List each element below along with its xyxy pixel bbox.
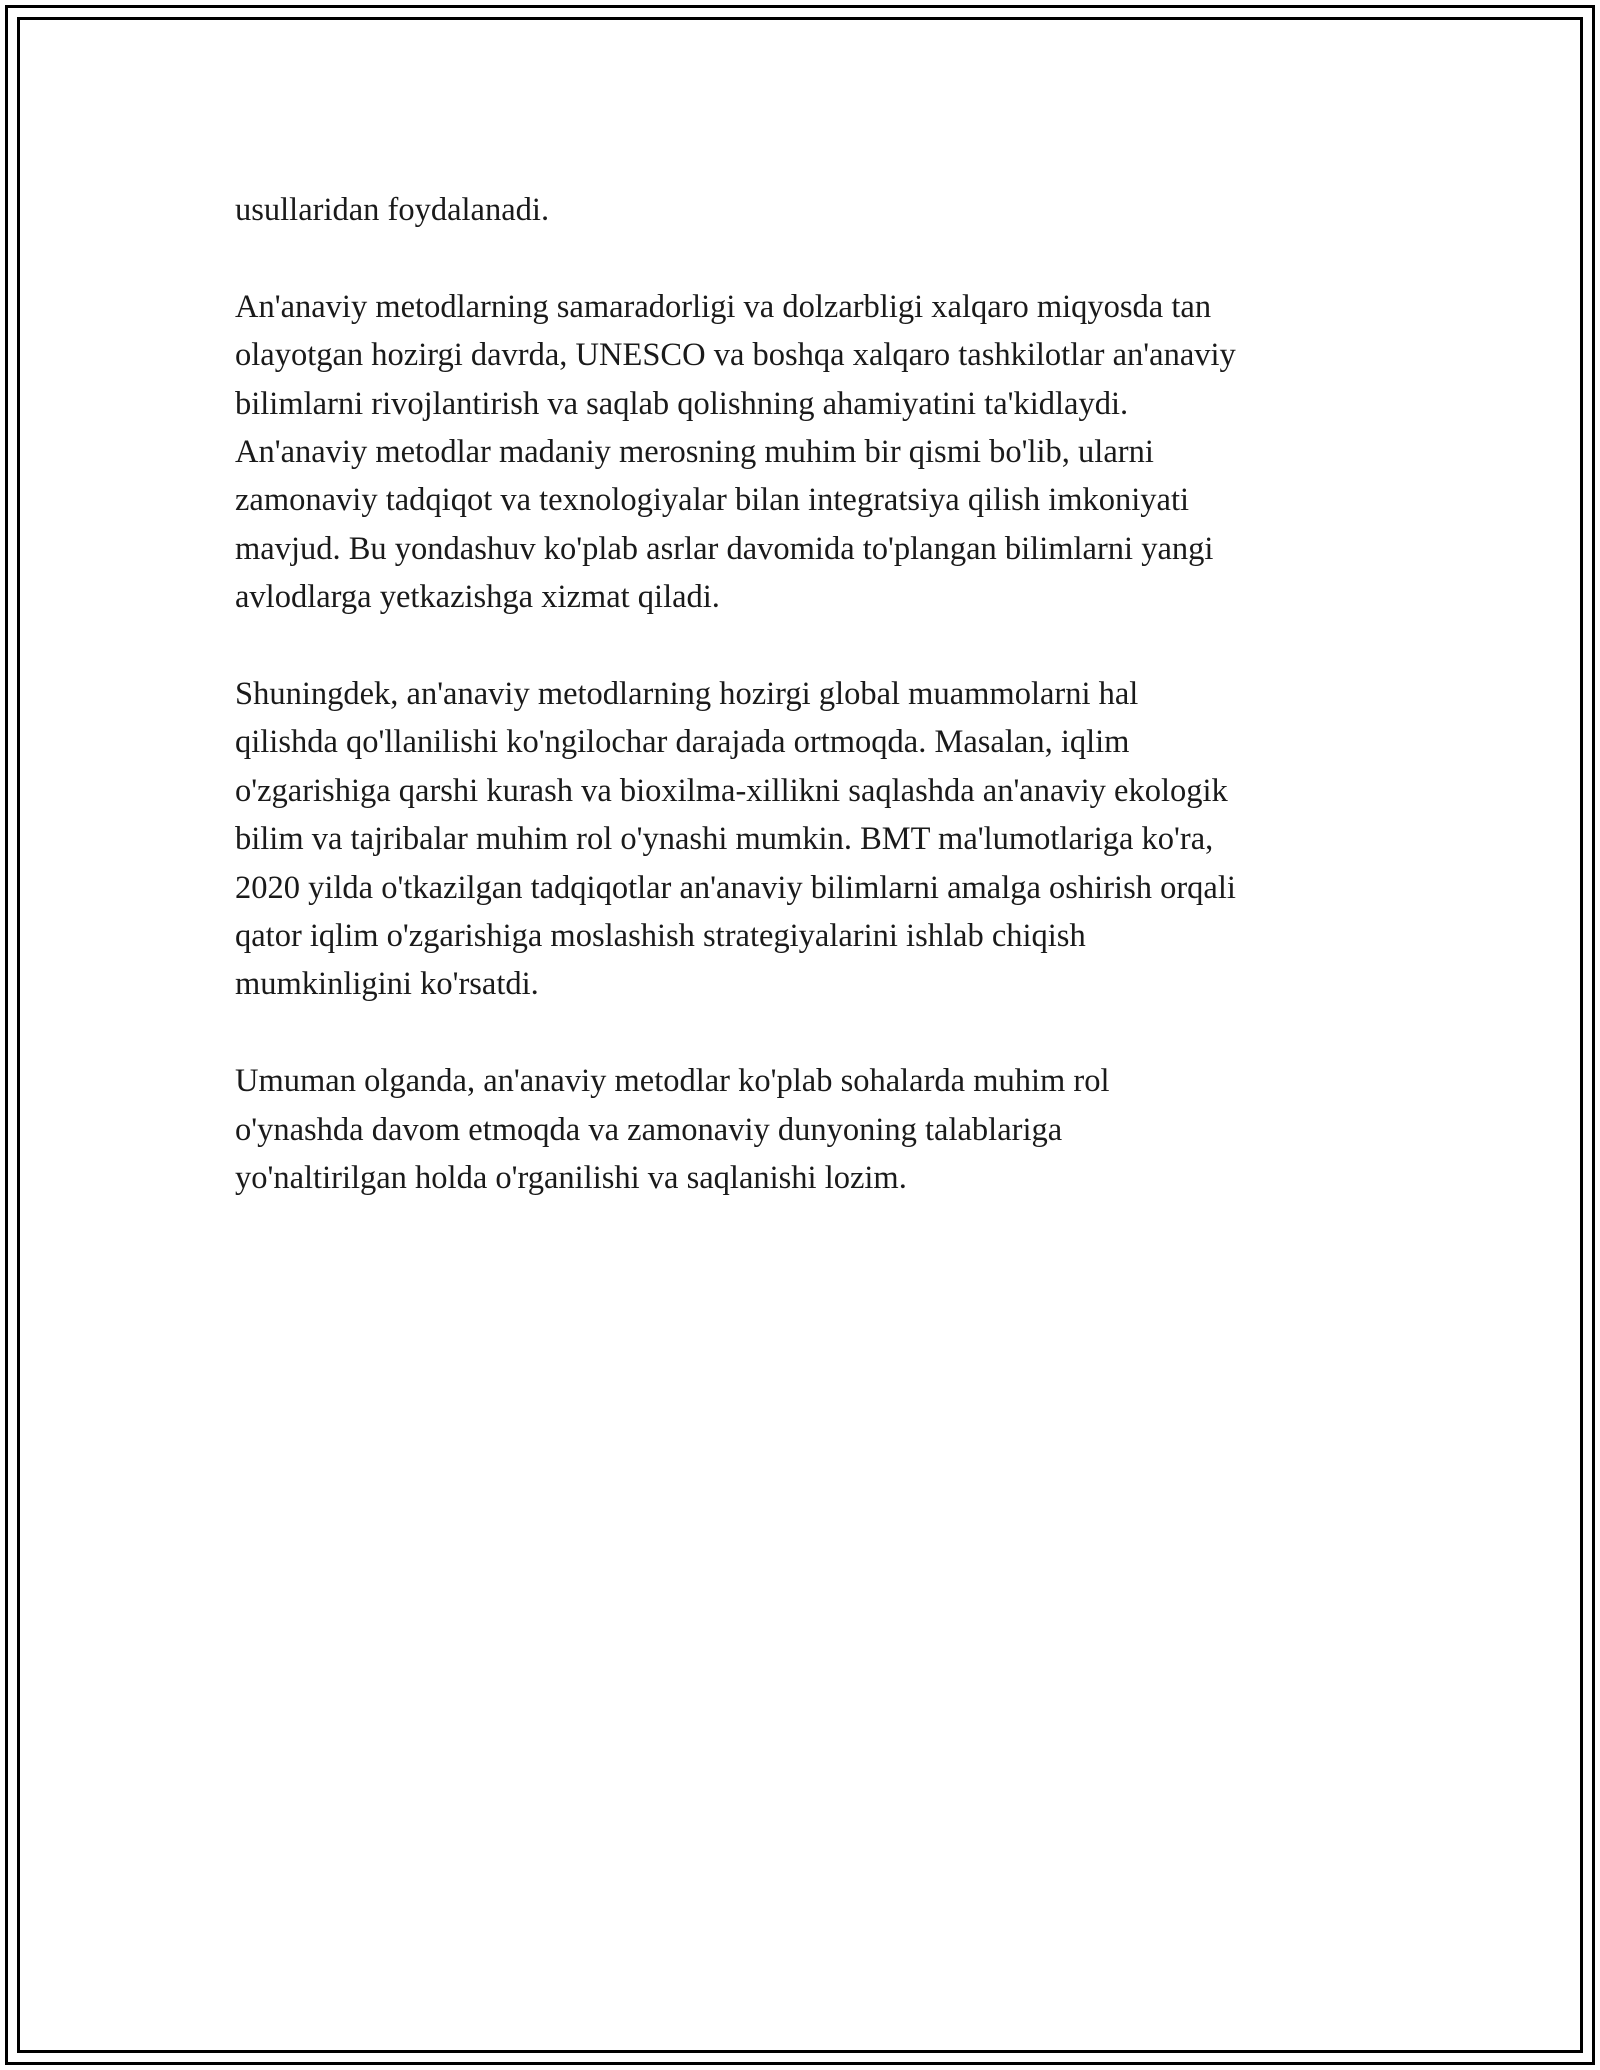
document-body [235,186,1395,1251]
paragraph-global-problems: Shuningdek, an'anaviy metodlarning hozirgi global muammolarni hal qilishda qo'llanilishi ko'ngilochar darajada ortmoqda. Masalan, iqlim o'zgarishiga qarshi kurash va bioxilma-xillikni saqlashda an'anaviy ekologik bilim va tajribalar muhim rol o'ynashi mumkin. BMT ma'lumotlariga ko'ra, 2020 yilda o'tkazilgan tadqiqotlar an'anaviy bilimlarni amalga oshirish orqali qator iqlim o'zgarishiga moslashish strategiyalarini ishlab chiqish mumkinligini ko'rsatdi. [235,676,1236,1003]
paragraph-conclusion: Umuman olganda, an'anaviy metodlar ko'plab sohalarda muhim rol o'ynashda davom etmoqda va zamonaviy dunyoning talablariga yo'naltirilgan holda o'rganilishi va saqlanishi lozim. [235,1063,1110,1197]
paragraph-continuation: usullaridan foydalanadi. [235,192,550,228]
paragraph-traditional-methods-relevance: An'anaviy metodlarning samaradorligi va dolzarbligi xalqaro miqyosda tan olayotgan hozirgi davrda, UNESCO va boshqa xalqaro tashkilotlar an'anaviy bilimlarni rivojlantirish va saqlab qolishning ahamiyatini ta'kidlaydi. An'anaviy metodlar madaniy merosning muhim bir qismi bo'lib, ularni zamonaviy tadqiqot va texnologiyalar bilan integratsiya qilish imkoniyati mavjud. Bu yondashuv ko'plab asrlar davomida to'plangan bilimlarni yangi avlodlarga yetkazishga xizmat qiladi. [235,288,1236,616]
